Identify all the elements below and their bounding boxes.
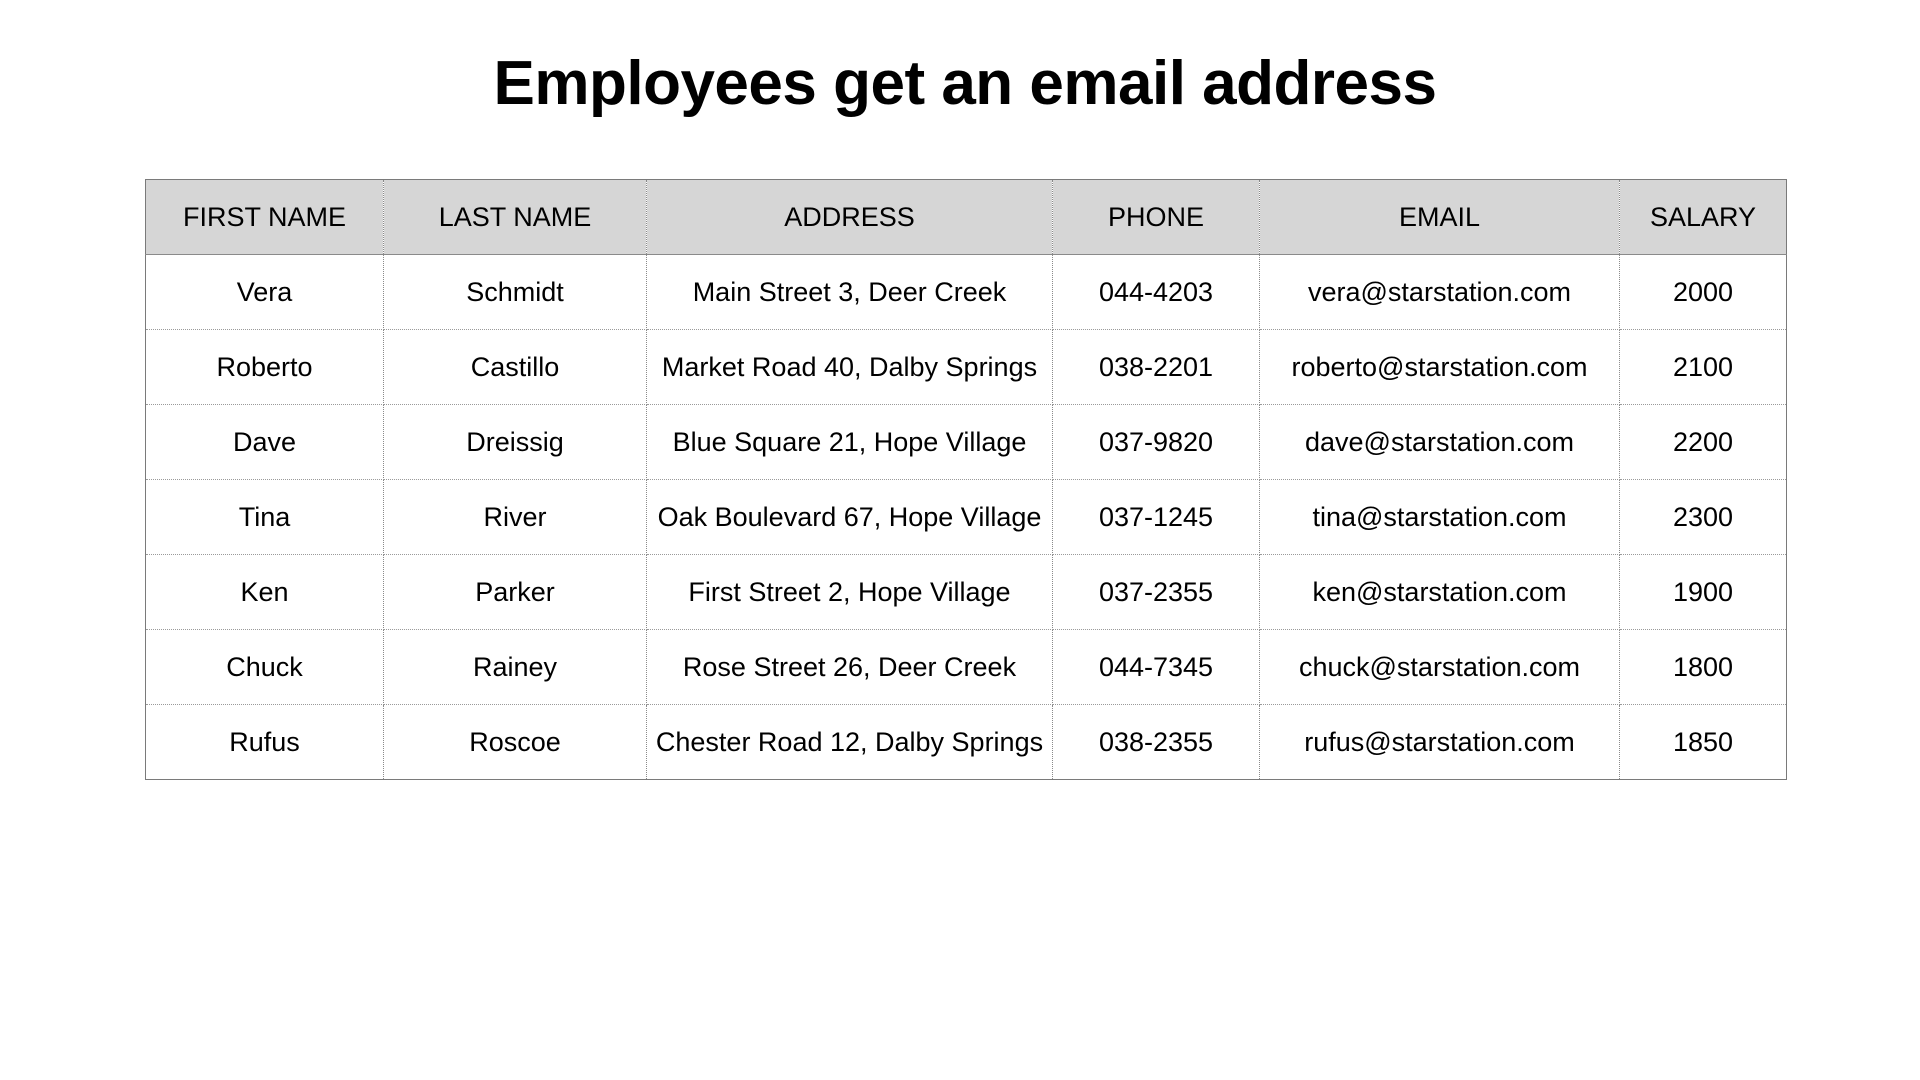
cell-first-name: Chuck: [146, 630, 384, 705]
cell-email: tina@starstation.com: [1260, 480, 1620, 555]
cell-last-name: Dreissig: [384, 405, 647, 480]
cell-salary: 1900: [1620, 555, 1787, 630]
cell-phone: 037-2355: [1053, 555, 1260, 630]
cell-email: roberto@starstation.com: [1260, 330, 1620, 405]
cell-address: Chester Road 12, Dalby Springs: [647, 705, 1053, 780]
page-title: Employees get an email address: [493, 49, 1437, 118]
cell-phone: 038-2201: [1053, 330, 1260, 405]
cell-last-name: Roscoe: [384, 705, 647, 780]
cell-first-name: Tina: [146, 480, 384, 555]
cell-address: First Street 2, Hope Village: [647, 555, 1053, 630]
cell-phone: 037-1245: [1053, 480, 1260, 555]
cell-salary: 1850: [1672, 726, 1734, 757]
cell-address: Rose Street 26, Deer Creek: [647, 630, 1053, 705]
column-header-address: ADDRESS: [647, 180, 1053, 255]
column-header-first-name: FIRST NAME: [146, 180, 384, 255]
cell-phone: 044-7345: [1053, 630, 1260, 705]
cell-salary: 2300: [1620, 480, 1787, 555]
cell-address: Market Road 40, Dalby Springs: [647, 330, 1053, 405]
column-header-last-name: LAST NAME: [384, 180, 647, 255]
table-row: [146, 255, 1787, 330]
cell-email: vera@starstation.com: [1260, 255, 1620, 330]
table-row: [146, 330, 1787, 405]
cell-salary: 2200: [1620, 405, 1787, 480]
cell-email: dave@starstation.com: [1260, 405, 1620, 480]
cell-address: Oak Boulevard 67, Hope Village: [647, 480, 1053, 555]
column-header-phone: PHONE: [1053, 180, 1260, 255]
cell-last-name: Schmidt: [384, 255, 647, 330]
table-header-row: [146, 180, 1787, 255]
cell-first-name: Rufus: [146, 705, 384, 780]
cell-salary: 1800: [1620, 630, 1787, 705]
cell-last-name: Parker: [384, 555, 647, 630]
table-row: [146, 480, 1787, 555]
cell-phone: 038-2355: [1053, 705, 1260, 780]
cell-first-name: Ken: [146, 555, 384, 630]
cell-last-name: Castillo: [384, 330, 647, 405]
table-row: [146, 630, 1787, 705]
employee-table: [145, 179, 1787, 780]
cell-first-name: Vera: [146, 255, 384, 330]
cell-phone: 044-4203: [1053, 255, 1260, 330]
table-row: [146, 405, 1787, 480]
column-header-salary: SALARY: [1620, 180, 1787, 255]
cell-email: rufus@starstation.com: [1260, 705, 1620, 780]
cell-first-name: Roberto: [146, 330, 384, 405]
column-header-email: EMAIL: [1260, 180, 1620, 255]
cell-email: chuck@starstation.com: [1260, 630, 1620, 705]
cell-last-name: Rainey: [384, 630, 647, 705]
cell-address: Blue Square 21, Hope Village: [647, 405, 1053, 480]
cell-address: Main Street 3, Deer Creek: [647, 255, 1053, 330]
cell-salary: 2100: [1620, 330, 1787, 405]
cell-email: ken@starstation.com: [1260, 555, 1620, 630]
cell-salary: 2000: [1620, 255, 1787, 330]
cell-phone: 037-9820: [1053, 405, 1260, 480]
cell-last-name: River: [384, 480, 647, 555]
table-row: [146, 555, 1787, 630]
table-row: [146, 705, 1787, 780]
cell-first-name: Dave: [146, 405, 384, 480]
